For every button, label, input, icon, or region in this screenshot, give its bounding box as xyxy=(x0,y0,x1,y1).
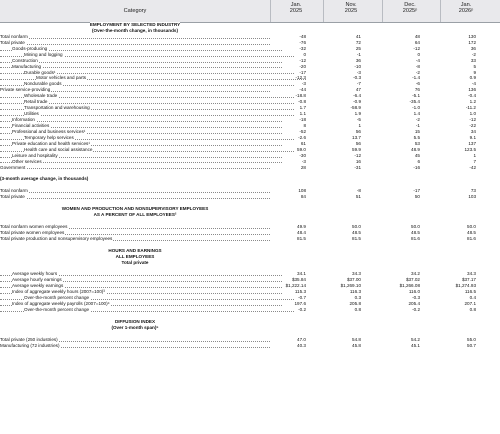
cell-value: 56 xyxy=(355,140,361,146)
label-text: Index of aggregate weekly hours (2007=100)³ xyxy=(12,289,105,295)
cell-value: -1.0 xyxy=(412,105,420,111)
cell-value: -20 xyxy=(299,63,306,69)
label-text: Temporary help services xyxy=(24,134,74,140)
label-text: Total nonfarm xyxy=(0,188,28,194)
cell-value: 25 xyxy=(355,45,361,51)
cell-value: -7 xyxy=(356,81,361,87)
cell-value: $37.17 xyxy=(461,277,476,283)
cell-value: -52 xyxy=(299,128,306,134)
label-text: Nondurable goods xyxy=(24,81,62,87)
cell-value: 56 xyxy=(355,128,361,134)
cell-value: $37.00 xyxy=(346,277,361,283)
cell-value: 116.5 xyxy=(464,289,476,295)
label-text: Professional and business services¹ xyxy=(12,128,86,134)
cell-value: 0.8 xyxy=(469,307,476,312)
header-divider xyxy=(382,0,383,22)
cell-value: -12 xyxy=(299,57,306,63)
header-divider xyxy=(440,0,441,22)
label-text: HOURS AND EARNINGS xyxy=(108,247,162,253)
label-text: Goods-producing xyxy=(12,45,48,51)
col-header-jan-2025: Jan. 2025 xyxy=(289,2,303,15)
label-text: Motor vehicles and parts xyxy=(36,75,87,81)
col-header-nov-2025: Nov. 2025 xyxy=(344,2,358,15)
cell-value: 116.3 xyxy=(349,289,361,295)
cell-value: -12 xyxy=(413,45,420,51)
cell-value: -8 xyxy=(356,188,361,194)
cell-value: 54.2 xyxy=(411,336,420,342)
cell-value: 0.9 xyxy=(469,75,476,81)
cell-value: 172 xyxy=(468,39,476,45)
label-text: EMPLOYMENT BY SELECTED INDUSTRY xyxy=(89,22,181,27)
cell-value: 197.6 xyxy=(294,301,306,307)
cell-value: 61 xyxy=(300,140,306,146)
cell-value: 34 xyxy=(470,128,476,134)
cell-value: 1.7 xyxy=(299,105,306,111)
cell-value: 34.3 xyxy=(467,271,476,277)
cell-value: -1.4 xyxy=(412,75,420,81)
cell-value: -32 xyxy=(299,45,306,51)
cell-value: 0.4 xyxy=(469,295,476,301)
cell-value: 36 xyxy=(470,45,476,51)
label-text: Total private women employees xyxy=(0,229,65,235)
cell-value: -22 xyxy=(469,122,476,128)
label-text: Manufacturing xyxy=(12,63,42,69)
cell-value: -0.8 xyxy=(298,99,306,105)
cell-value: 81.6 xyxy=(411,235,420,241)
cell-value: 47.0 xyxy=(297,336,306,342)
cell-value: 6 xyxy=(417,158,420,164)
cell-value: 50 xyxy=(414,194,420,200)
cell-value: 5 xyxy=(473,63,476,69)
cell-value: -6 xyxy=(415,81,420,87)
label-text: Total nonfarm xyxy=(0,33,28,39)
cell-value: -0.3 xyxy=(353,75,361,81)
cell-value: 48.5 xyxy=(352,229,361,235)
label-text: Financial activities xyxy=(12,122,50,128)
cell-value: -0.3 xyxy=(412,295,420,301)
label-text: (3-month average change, in thousands) xyxy=(0,176,89,182)
cell-value: -0.2 xyxy=(412,307,420,312)
cell-value: 49.9 xyxy=(297,223,306,229)
label-text: Information xyxy=(12,117,35,122)
col-header-dec-2025: Dec. 2025ᵖ xyxy=(402,2,418,15)
cell-value: 45.1 xyxy=(411,342,420,348)
cell-value: -2.6 xyxy=(298,134,306,140)
cell-value: 59.9 xyxy=(352,146,361,152)
label-text: Private service-providing xyxy=(0,87,51,93)
cell-value: 72 xyxy=(355,39,361,45)
label-text: Mining and logging xyxy=(24,51,63,57)
label-text: Total private production and nonsupervisory employees xyxy=(0,235,113,241)
label-text: Total nonfarm women employees xyxy=(0,223,68,229)
cell-value: 59.0 xyxy=(297,146,306,152)
header-divider xyxy=(323,0,324,22)
cell-value: 7 xyxy=(473,158,476,164)
cell-value: 0 xyxy=(303,51,306,57)
cell-value: -0.4 xyxy=(468,93,476,99)
cell-value: 207.1 xyxy=(464,301,476,307)
cell-value: -12 xyxy=(354,152,361,158)
cell-value: $1,269.10 xyxy=(340,283,361,289)
label-text: WOMEN AND PRODUCTION AND NONSUPERVISORY EMPLOYEES xyxy=(61,206,209,212)
cell-value: 1.1 xyxy=(299,111,306,117)
cell-value: -11.2 xyxy=(465,105,476,111)
row-label xyxy=(0,343,270,349)
cell-value: 1 xyxy=(473,152,476,158)
cell-value: 73 xyxy=(470,188,476,194)
cell-value: -5.1 xyxy=(412,93,420,99)
cell-value: -48 xyxy=(299,33,306,39)
cell-value: -12 xyxy=(469,117,476,122)
cell-value: 1 xyxy=(358,122,361,128)
cell-value: -18 xyxy=(299,117,306,122)
cell-value: 33 xyxy=(470,57,476,63)
label-text: (Over 1-month span)⁵ xyxy=(111,324,159,330)
cell-value: 34.3 xyxy=(352,271,361,277)
cell-value: -2 xyxy=(415,117,420,122)
cell-value: -58.9 xyxy=(350,105,361,111)
cell-value: -44 xyxy=(299,87,306,93)
cell-value: 48.5 xyxy=(467,229,476,235)
cell-value: 81.6 xyxy=(467,235,476,241)
cell-value: $1,274.93 xyxy=(455,283,476,289)
label-text: AS A PERCENT OF ALL EMPLOYEES² xyxy=(93,212,177,217)
cell-value: 0 xyxy=(417,51,420,57)
cell-value: 48 xyxy=(414,33,420,39)
label-text: Manufacturing (72 industries) xyxy=(0,342,60,348)
cell-value: 81.5 xyxy=(297,235,306,241)
cell-value: 28 xyxy=(300,164,306,170)
cell-value: 13.7 xyxy=(352,134,361,140)
cell-value: 36 xyxy=(355,57,361,63)
cell-value: 76 xyxy=(414,87,420,93)
cell-value: $1,266.08 xyxy=(399,283,420,289)
cell-value: -1 xyxy=(356,51,361,57)
label-text: Leisure and hospitality xyxy=(12,152,58,158)
cell-value: 50.0 xyxy=(352,223,361,229)
cell-value: 5.5 xyxy=(413,134,420,140)
header-divider xyxy=(270,0,271,22)
cell-value: 137 xyxy=(468,140,476,146)
cell-value: 48.5 xyxy=(411,229,420,235)
cell-value: 9 xyxy=(473,69,476,75)
cell-value: -35.4 xyxy=(409,99,420,105)
label-text: Total private xyxy=(0,194,25,200)
cell-value: 1.0 xyxy=(469,111,476,117)
cell-value: 54.8 xyxy=(352,336,361,342)
label-text: Average weekly earnings xyxy=(12,283,64,289)
label-text: Durable goods¹ xyxy=(24,69,56,75)
cell-value: -3 xyxy=(301,158,306,164)
cell-value: -10 xyxy=(354,63,361,69)
cell-value: 40.3 xyxy=(297,342,306,348)
cell-value: -42 xyxy=(469,164,476,170)
cell-value: -4 xyxy=(471,81,476,87)
cell-value: 47 xyxy=(355,87,361,93)
cell-value: 48.4 xyxy=(297,229,306,235)
cell-value: -76 xyxy=(299,39,306,45)
cell-value: 34.1 xyxy=(297,271,306,277)
cell-value: 130 xyxy=(468,33,476,39)
cell-value: 116.0 xyxy=(408,289,420,295)
cell-value: 50.0 xyxy=(467,223,476,229)
label-text: Private education and health services¹ xyxy=(12,140,90,146)
label-text: Total private xyxy=(121,259,149,265)
table-row xyxy=(0,343,500,349)
label-text: Retail trade xyxy=(24,99,48,105)
cell-value: 53 xyxy=(414,140,420,146)
label-text: DIFFUSION INDEX xyxy=(114,318,156,324)
cell-value: -4 xyxy=(415,57,420,63)
cell-value: 16 xyxy=(355,158,361,164)
cell-value: 15 xyxy=(414,128,420,134)
label-text: Construction xyxy=(12,57,38,63)
cell-value: 115.3 xyxy=(294,289,306,295)
label-text: Over-the-month percent change xyxy=(24,295,90,301)
cell-value: -5 xyxy=(356,117,361,122)
cell-value: 205.8 xyxy=(349,301,361,307)
cell-value: 51 xyxy=(355,194,361,200)
cell-value: -3 xyxy=(301,81,306,87)
cell-value: 55.0 xyxy=(467,336,476,342)
cell-value: -2 xyxy=(471,51,476,57)
label-text: Total private xyxy=(0,39,25,45)
cell-value: 0.8 xyxy=(354,307,361,312)
cell-value: -12.3 xyxy=(295,75,306,81)
label-text: Utilities xyxy=(24,111,39,117)
label-text: Other services xyxy=(12,158,42,164)
label-text: Government xyxy=(0,164,26,170)
label-text: Over-the-month percent change xyxy=(24,307,90,312)
cell-value: $35.84 xyxy=(291,277,306,283)
cell-value: 0.3 xyxy=(354,295,361,301)
label-text: Total private (250 industries) xyxy=(0,336,58,342)
cell-value: -17 xyxy=(299,69,306,75)
label-text: Transportation and warehousing xyxy=(24,105,90,111)
cell-value: $1,222.14 xyxy=(285,283,306,289)
label-text: Average hourly earnings xyxy=(12,277,62,283)
cell-value: 136 xyxy=(468,87,476,93)
cell-value: 9.1 xyxy=(469,134,476,140)
cell-value: 123.5 xyxy=(464,146,476,152)
cell-value: -1 xyxy=(415,122,420,128)
label-text: Index of aggregate weekly payrolls (2007=100)⁴ xyxy=(12,301,110,307)
cell-value: 41 xyxy=(355,33,361,39)
cell-value: -17 xyxy=(413,188,420,194)
table-body xyxy=(0,22,500,349)
cell-value: 108 xyxy=(298,188,306,194)
cell-value: -6.4 xyxy=(353,93,361,99)
label-text: Average weekly hours xyxy=(12,271,58,277)
cell-value: -31 xyxy=(354,164,361,170)
cell-value: -0.7 xyxy=(298,295,306,301)
cell-value: -3 xyxy=(356,69,361,75)
category-header: Category xyxy=(123,8,147,14)
cell-value: 1.2 xyxy=(469,99,476,105)
cell-value: 64 xyxy=(414,39,420,45)
label-text: Wholesale trade xyxy=(24,93,58,99)
cell-value: 50.7 xyxy=(467,342,476,348)
cell-value: -0.9 xyxy=(353,99,361,105)
cell-value: 45 xyxy=(414,152,420,158)
cell-value: 34.2 xyxy=(411,271,420,277)
cell-value: -0.2 xyxy=(298,307,306,312)
label-text: Health care and social assistance xyxy=(24,146,93,152)
cell-value: $37.02 xyxy=(405,277,420,283)
col-header-jan-2026: Jan. 2026ᵖ xyxy=(458,2,474,15)
cell-value: 205.4 xyxy=(408,301,420,307)
cell-value: 103 xyxy=(468,194,476,200)
cell-value: 1.9 xyxy=(354,111,361,117)
cell-value: 50.0 xyxy=(411,223,420,229)
cell-value: 8 xyxy=(303,122,306,128)
cell-value: -8 xyxy=(415,63,420,69)
cell-value: -30 xyxy=(299,152,306,158)
table-header xyxy=(0,0,500,23)
cell-value: 45.8 xyxy=(352,342,361,348)
cell-value: 84 xyxy=(300,194,306,200)
label-text: ALL EMPLOYEES xyxy=(115,253,155,259)
cell-value: -16 xyxy=(413,164,420,170)
cell-value: -2 xyxy=(415,69,420,75)
cell-value: -18.8 xyxy=(295,93,306,99)
cell-value: 48.9 xyxy=(411,146,420,152)
cell-value: 81.5 xyxy=(352,235,361,241)
label-text: (Over-the-month change, in thousands) xyxy=(91,27,178,33)
cell-value: 1.4 xyxy=(413,111,420,117)
